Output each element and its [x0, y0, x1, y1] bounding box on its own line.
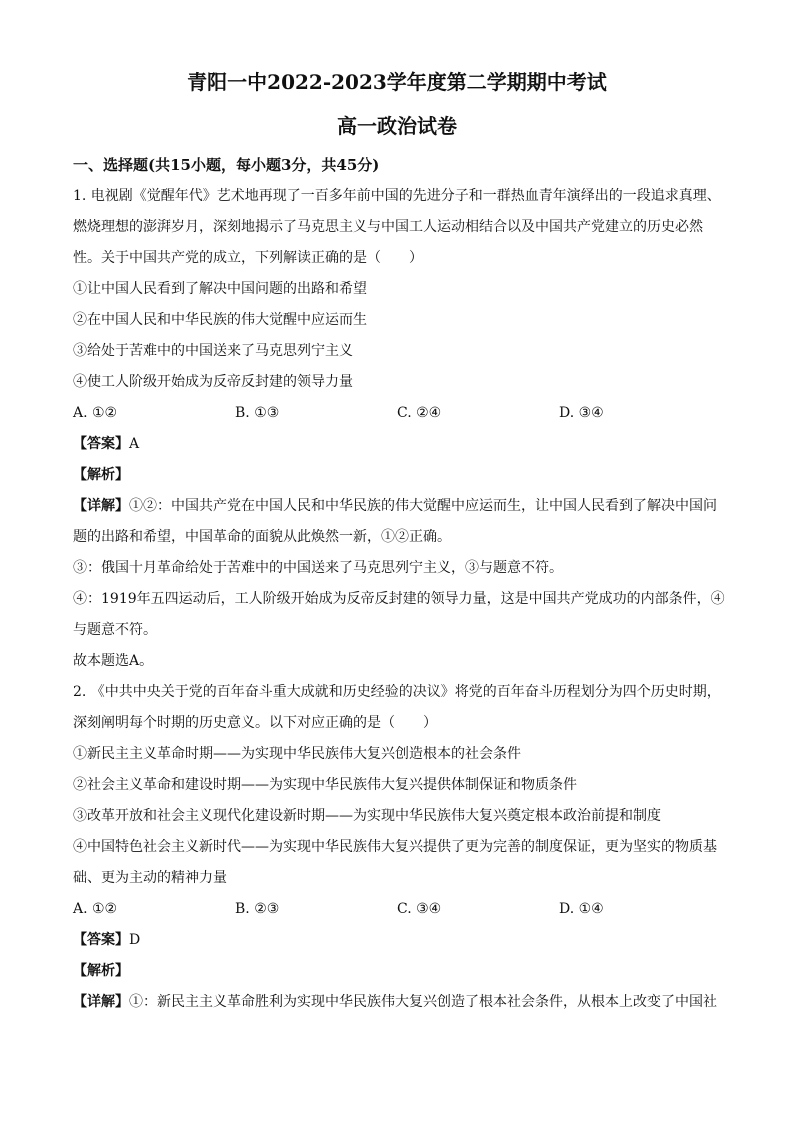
- q1-detail-line-3: ③：俄国十月革命给处于苦难中的中国送来了马克思列宁主义，③与题意不符。: [73, 560, 563, 576]
- exam-subtitle: 高一政治试卷: [337, 114, 457, 138]
- q1-detail-line-5: 与题意不符。: [73, 622, 157, 638]
- q2-option-a: A. ①②: [73, 901, 118, 917]
- q1-option-a: A. ①②: [73, 405, 118, 421]
- q2-item-4-line-2: 础、更为主动的精神力量: [73, 870, 227, 886]
- q1-item-3: ③给处于苦难中的中国送来了马克思列宁主义: [73, 343, 353, 359]
- q1-detail-line-2: 题的出路和希望，中国革命的面貌从此焕然一新，①②正确。: [73, 529, 451, 545]
- q1-conclusion: 故本题选A。: [73, 653, 154, 669]
- exam-content: [73, 150, 723, 1018]
- q1-stem-line-3: 性。关于中国共产党的成立，下列解读正确的是（ ）: [73, 250, 423, 266]
- q2-item-2: ②社会主义革命和建设时期——为实现中华民族伟大复兴提供体制保证和物质条件: [73, 777, 577, 793]
- q2-option-b: B. ②③: [235, 901, 280, 917]
- exam-title: 青阳一中2022-2023学年度第二学期期中考试: [187, 70, 607, 94]
- q2-detail-line-1: [73, 987, 723, 1018]
- q2-analysis-label: 【解析】: [73, 963, 129, 979]
- q1-option-b: B. ①③: [235, 405, 280, 421]
- q1-detail-line-4: ④：1919年五四运动后，工人阶级开始成为反帝反封建的领导力量，这是中国共产党成功的内部条件，④: [73, 591, 725, 607]
- question-2: [73, 677, 723, 1018]
- q1-option-d: D. ③④: [559, 405, 604, 421]
- section-heading: 一、选择题(共15小题，每小题3分，共45分): [73, 156, 380, 174]
- q1-detail-text-1: ①②：中国共产党在中国人民和中华民族的伟大觉醒中应运而生，让中国人民看到了解决中国问: [129, 498, 717, 514]
- q1-analysis-label: 【解析】: [73, 467, 129, 483]
- q1-answer: [73, 429, 723, 460]
- q2-stem-line-2: 深刻阐明每个时期的历史意义。以下对应正确的是（ ）: [73, 715, 437, 731]
- q1-item-4: ④使工人阶级开始成为反帝反封建的领导力量: [73, 374, 353, 390]
- q1-options: [73, 398, 723, 429]
- q2-answer: [73, 925, 723, 956]
- q1-detail-line-1: [73, 491, 723, 522]
- q2-item-1: ①新民主主义革命时期——为实现中华民族伟大复兴创造根本的社会条件: [73, 746, 521, 762]
- q1-stem-line-1: 1. 电视剧《觉醒年代》艺术地再现了一百多年前中国的先进分子和一群热血青年演绎出的一段追求真理、: [73, 188, 721, 204]
- question-1: [73, 181, 723, 677]
- q2-answer-value: D: [129, 932, 141, 948]
- q1-option-c: C. ②④: [397, 405, 442, 421]
- q1-item-2: ②在中国人民和中华民族的伟大觉醒中应运而生: [73, 312, 367, 328]
- q2-item-3: ③改革开放和社会主义现代化建设新时期——为实现中华民族伟大复兴奠定根本政治前提和制度: [73, 808, 661, 824]
- q1-stem-line-2: 燃烧理想的澎湃岁月，深刻地揭示了马克思主义与中国工人运动相结合以及中国共产党建立的历史必然: [73, 219, 703, 235]
- q2-options: [73, 894, 723, 925]
- q1-detail-label: 【详解】: [73, 498, 129, 514]
- q2-stem-line-1: 2. 《中共中央关于党的百年奋斗重大成就和历史经验的决议》将党的百年奋斗历程划分为四个历史时期，: [73, 684, 721, 700]
- q2-item-4-line-1: ④中国特色社会主义新时代——为实现中华民族伟大复兴提供了更为完善的制度保证，更为坚实的物质基: [73, 839, 717, 855]
- q2-detail-text-1: ①：新民主主义革命胜利为实现中华民族伟大复兴创造了根本社会条件，从根本上改变了中国社: [129, 994, 717, 1010]
- q1-answer-label: 【答案】: [73, 436, 129, 452]
- q2-option-d: D. ①④: [559, 901, 604, 917]
- q2-answer-label: 【答案】: [73, 932, 129, 948]
- q2-option-c: C. ③④: [397, 901, 442, 917]
- q2-detail-label: 【详解】: [73, 994, 129, 1010]
- q1-item-1: ①让中国人民看到了解决中国问题的出路和希望: [73, 281, 367, 297]
- q1-answer-value: A: [129, 436, 140, 452]
